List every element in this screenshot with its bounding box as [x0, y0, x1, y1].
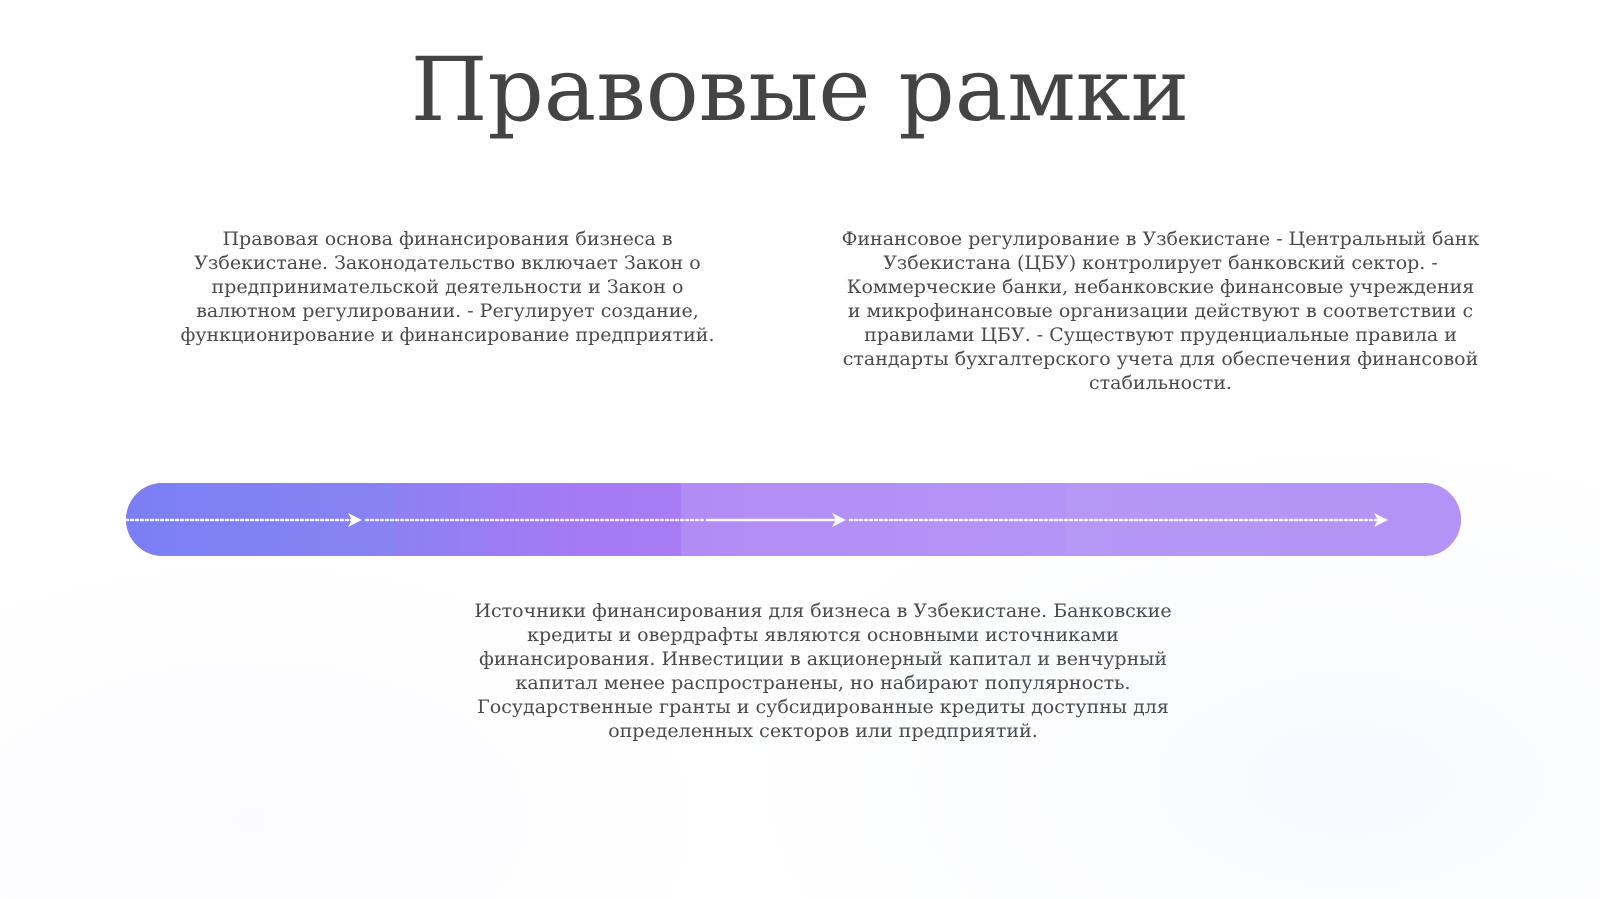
text-block-financing-sources: Источники финансирования для бизнеса в Узбекистане. Банковские кредиты и овердрафты являются основными источниками финансирования. Инвестиции в акционерный капитал и венчурный капитал менее распространены, но набирают популярность. Государственные гранты и субсидированные кредиты доступны для определенных секторов или предприятий. — [474, 600, 1172, 742]
timeline-arrows — [126, 483, 1461, 556]
timeline-bar — [126, 483, 1461, 556]
slide-title: Правовые рамки — [410, 38, 1190, 141]
text-block-financial-regulation: Финансовое регулирование в Узбекистане - Центральный банк Узбекистана (ЦБУ) контролирует банковский сектор. - Коммерческие банки, небанковские финансовые учреждения и микрофинансовые организации действуют в соответствии с правилами ЦБУ. - Существуют пруденциальные правила и стандарты бухгалтерского учета для обеспечения финансовой стабильности. — [841, 228, 1480, 394]
text-block-legal-basis: Правовая основа финансирования бизнеса в Узбекистане. Законодательство включает Закон о предпринимательской деятельности и Закон о валютном регулировании. - Регулирует создание, функционирование и финансирование предприятий. — [180, 228, 715, 346]
